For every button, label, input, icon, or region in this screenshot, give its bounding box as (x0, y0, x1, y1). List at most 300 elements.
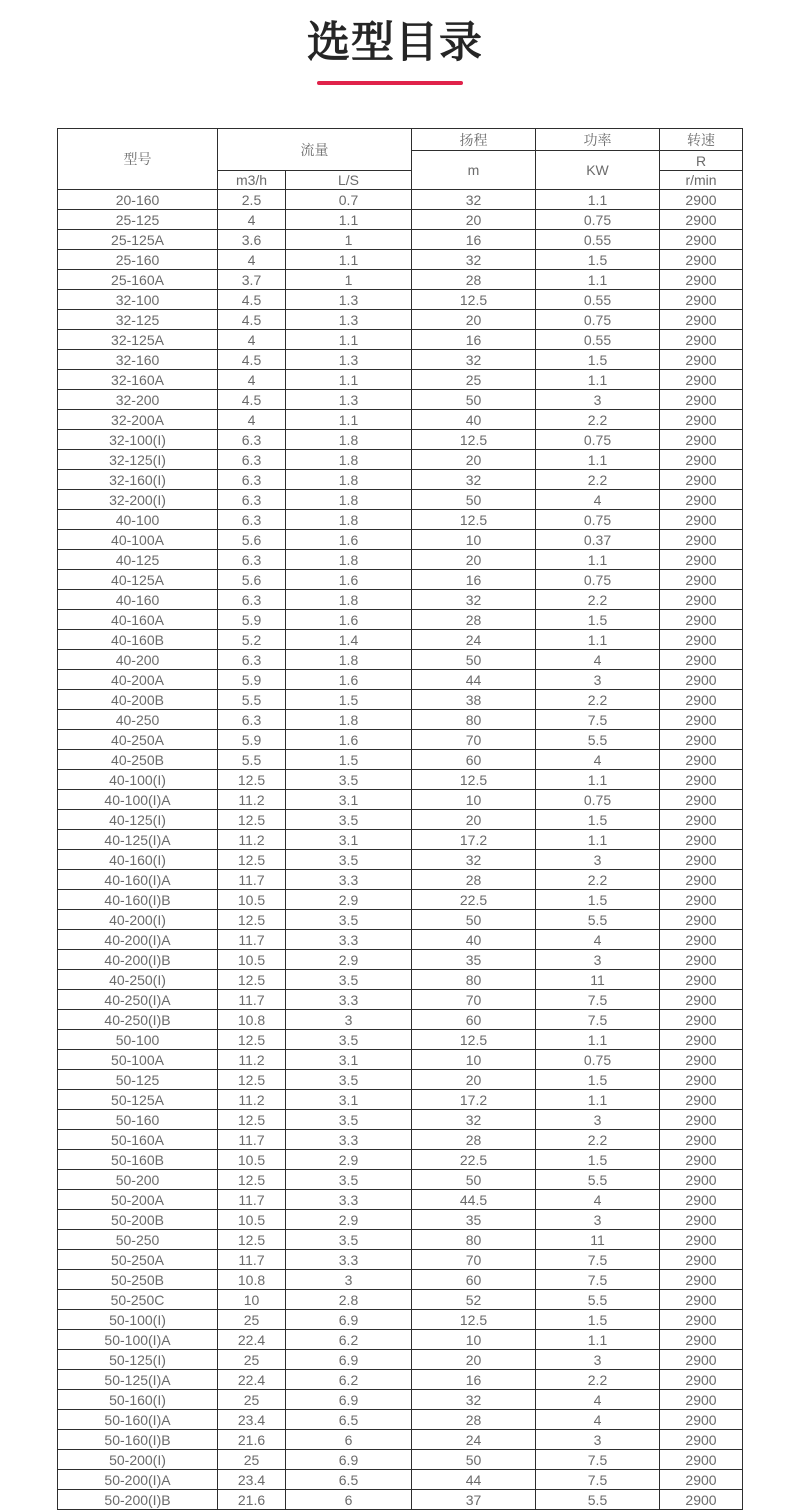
cell-flow-m3h: 12.5 (218, 1230, 286, 1250)
cell-model: 25-160 (58, 250, 218, 270)
header-speed: 转速 (660, 129, 743, 151)
table-row (58, 370, 743, 390)
cell-power-kw: 4 (536, 930, 660, 950)
cell-power-kw: 5.5 (536, 730, 660, 750)
cell-model: 40-250(I) (58, 970, 218, 990)
table-row (58, 1370, 743, 1390)
cell-power-kw: 3 (536, 390, 660, 410)
header-head-unit: m (412, 151, 536, 190)
cell-flow-ls: 3.5 (286, 910, 412, 930)
table-row (58, 1110, 743, 1130)
cell-flow-m3h: 5.6 (218, 570, 286, 590)
cell-flow-ls: 1.1 (286, 330, 412, 350)
cell-head-m: 70 (412, 1250, 536, 1270)
cell-model: 50-160(I) (58, 1390, 218, 1410)
cell-power-kw: 2.2 (536, 410, 660, 430)
table-row (58, 850, 743, 870)
table-row (58, 190, 743, 210)
cell-head-m: 50 (412, 650, 536, 670)
cell-model: 20-160 (58, 190, 218, 210)
cell-flow-m3h: 25 (218, 1450, 286, 1470)
cell-power-kw: 7.5 (536, 1010, 660, 1030)
cell-head-m: 80 (412, 710, 536, 730)
cell-speed-rmin: 2900 (660, 670, 743, 690)
table-row (58, 310, 743, 330)
cell-power-kw: 1.1 (536, 770, 660, 790)
cell-speed-rmin: 2900 (660, 1390, 743, 1410)
cell-model: 50-250A (58, 1250, 218, 1270)
cell-head-m: 10 (412, 1050, 536, 1070)
cell-speed-rmin: 2900 (660, 1410, 743, 1430)
table-row (58, 230, 743, 250)
cell-flow-m3h: 11.2 (218, 790, 286, 810)
table-row (58, 430, 743, 450)
cell-flow-ls: 2.8 (286, 1290, 412, 1310)
cell-speed-rmin: 2900 (660, 1010, 743, 1030)
table-row (58, 610, 743, 630)
cell-flow-m3h: 10.5 (218, 1150, 286, 1170)
cell-power-kw: 4 (536, 1410, 660, 1430)
cell-flow-m3h: 5.2 (218, 630, 286, 650)
cell-model: 50-160B (58, 1150, 218, 1170)
table-row (58, 1150, 743, 1170)
cell-head-m: 70 (412, 990, 536, 1010)
cell-speed-rmin: 2900 (660, 690, 743, 710)
cell-flow-ls: 1.1 (286, 210, 412, 230)
cell-speed-rmin: 2900 (660, 1250, 743, 1270)
cell-flow-ls: 1.6 (286, 730, 412, 750)
cell-speed-rmin: 2900 (660, 570, 743, 590)
cell-model: 40-160(I) (58, 850, 218, 870)
cell-flow-ls: 1.5 (286, 750, 412, 770)
cell-power-kw: 3 (536, 1110, 660, 1130)
cell-model: 40-160A (58, 610, 218, 630)
cell-flow-ls: 1.4 (286, 630, 412, 650)
cell-model: 40-160(I)A (58, 870, 218, 890)
cell-flow-ls: 1.8 (286, 550, 412, 570)
cell-flow-m3h: 3.6 (218, 230, 286, 250)
cell-flow-m3h: 11.2 (218, 1090, 286, 1110)
cell-flow-m3h: 12.5 (218, 1110, 286, 1130)
cell-flow-ls: 1.8 (286, 590, 412, 610)
cell-flow-ls: 6.5 (286, 1410, 412, 1430)
cell-head-m: 50 (412, 1170, 536, 1190)
cell-flow-ls: 6 (286, 1430, 412, 1450)
cell-head-m: 17.2 (412, 830, 536, 850)
cell-speed-rmin: 2900 (660, 1330, 743, 1350)
cell-speed-rmin: 2900 (660, 310, 743, 330)
cell-power-kw: 4 (536, 650, 660, 670)
cell-flow-m3h: 4 (218, 370, 286, 390)
cell-power-kw: 2.2 (536, 590, 660, 610)
cell-head-m: 50 (412, 490, 536, 510)
cell-flow-m3h: 6.3 (218, 470, 286, 490)
cell-flow-m3h: 22.4 (218, 1330, 286, 1350)
cell-head-m: 20 (412, 310, 536, 330)
cell-speed-rmin: 2900 (660, 1270, 743, 1290)
cell-flow-ls: 1.6 (286, 530, 412, 550)
cell-flow-ls: 3.5 (286, 850, 412, 870)
cell-head-m: 22.5 (412, 890, 536, 910)
cell-flow-ls: 6.9 (286, 1310, 412, 1330)
cell-speed-rmin: 2900 (660, 930, 743, 950)
cell-flow-ls: 6.5 (286, 1470, 412, 1490)
cell-speed-rmin: 2900 (660, 210, 743, 230)
cell-power-kw: 1.1 (536, 550, 660, 570)
cell-flow-m3h: 6.3 (218, 710, 286, 730)
cell-flow-ls: 3.3 (286, 870, 412, 890)
cell-flow-m3h: 10.5 (218, 950, 286, 970)
cell-flow-m3h: 4.5 (218, 390, 286, 410)
cell-flow-ls: 6 (286, 1490, 412, 1510)
table-row (58, 590, 743, 610)
cell-speed-rmin: 2900 (660, 1370, 743, 1390)
cell-flow-m3h: 12.5 (218, 910, 286, 930)
cell-power-kw: 1.5 (536, 250, 660, 270)
table-row (58, 470, 743, 490)
cell-model: 32-160(I) (58, 470, 218, 490)
cell-model: 50-100 (58, 1030, 218, 1050)
cell-power-kw: 1.5 (536, 1310, 660, 1330)
cell-speed-rmin: 2900 (660, 1110, 743, 1130)
cell-flow-m3h: 4 (218, 410, 286, 430)
cell-model: 40-160B (58, 630, 218, 650)
cell-flow-m3h: 11.7 (218, 1190, 286, 1210)
cell-model: 50-125(I) (58, 1350, 218, 1370)
cell-speed-rmin: 2900 (660, 1070, 743, 1090)
table-row (58, 1130, 743, 1150)
table-row (58, 650, 743, 670)
cell-head-m: 12.5 (412, 770, 536, 790)
cell-flow-ls: 3 (286, 1010, 412, 1030)
cell-flow-ls: 1.3 (286, 290, 412, 310)
cell-flow-m3h: 23.4 (218, 1410, 286, 1430)
cell-model: 50-200B (58, 1210, 218, 1230)
cell-model: 25-125A (58, 230, 218, 250)
cell-power-kw: 2.2 (536, 870, 660, 890)
cell-power-kw: 11 (536, 1230, 660, 1250)
cell-model: 50-160A (58, 1130, 218, 1150)
cell-flow-ls: 1.8 (286, 430, 412, 450)
table-row (58, 330, 743, 350)
cell-flow-ls: 6.9 (286, 1450, 412, 1470)
table-row (58, 570, 743, 590)
cell-flow-m3h: 10.5 (218, 890, 286, 910)
cell-speed-rmin: 2900 (660, 430, 743, 450)
page-title: 选型目录 (307, 19, 483, 67)
cell-head-m: 32 (412, 250, 536, 270)
cell-model: 50-250C (58, 1290, 218, 1310)
cell-flow-m3h: 12.5 (218, 1030, 286, 1050)
cell-model: 40-250(I)B (58, 1010, 218, 1030)
table-row (58, 690, 743, 710)
cell-flow-m3h: 2.5 (218, 190, 286, 210)
cell-flow-m3h: 6.3 (218, 550, 286, 570)
cell-power-kw: 5.5 (536, 1290, 660, 1310)
cell-flow-ls: 1.1 (286, 370, 412, 390)
cell-flow-m3h: 10 (218, 1290, 286, 1310)
table-row (58, 1030, 743, 1050)
cell-head-m: 44 (412, 1470, 536, 1490)
table-row (58, 1010, 743, 1030)
cell-speed-rmin: 2900 (660, 510, 743, 530)
header-flow: 流量 (218, 129, 412, 171)
cell-speed-rmin: 2900 (660, 1050, 743, 1070)
cell-speed-rmin: 2900 (660, 190, 743, 210)
cell-head-m: 32 (412, 350, 536, 370)
cell-power-kw: 0.37 (536, 530, 660, 550)
cell-flow-m3h: 5.9 (218, 670, 286, 690)
cell-flow-ls: 1.5 (286, 690, 412, 710)
cell-flow-m3h: 5.5 (218, 750, 286, 770)
cell-model: 40-125A (58, 570, 218, 590)
cell-power-kw: 7.5 (536, 710, 660, 730)
cell-model: 32-125A (58, 330, 218, 350)
table-row (58, 1190, 743, 1210)
cell-head-m: 40 (412, 930, 536, 950)
cell-flow-m3h: 3.7 (218, 270, 286, 290)
cell-model: 40-200A (58, 670, 218, 690)
cell-head-m: 32 (412, 190, 536, 210)
cell-flow-ls: 6.2 (286, 1370, 412, 1390)
cell-model: 50-100(I)A (58, 1330, 218, 1350)
cell-power-kw: 3 (536, 1350, 660, 1370)
header-power-unit: KW (536, 151, 660, 190)
cell-power-kw: 3 (536, 670, 660, 690)
cell-flow-ls: 1.8 (286, 650, 412, 670)
cell-model: 25-160A (58, 270, 218, 290)
cell-model: 50-200(I) (58, 1450, 218, 1470)
table-row (58, 1310, 743, 1330)
cell-power-kw: 2.2 (536, 470, 660, 490)
cell-head-m: 80 (412, 970, 536, 990)
title-underline (317, 81, 463, 85)
cell-power-kw: 7.5 (536, 1270, 660, 1290)
cell-model: 50-160(I)A (58, 1410, 218, 1430)
cell-head-m: 24 (412, 1430, 536, 1450)
cell-power-kw: 1.1 (536, 1330, 660, 1350)
cell-speed-rmin: 2900 (660, 790, 743, 810)
table-row (58, 1350, 743, 1370)
cell-flow-m3h: 4.5 (218, 290, 286, 310)
cell-head-m: 10 (412, 790, 536, 810)
cell-speed-rmin: 2900 (660, 1230, 743, 1250)
cell-head-m: 32 (412, 590, 536, 610)
cell-flow-m3h: 4.5 (218, 350, 286, 370)
cell-speed-rmin: 2900 (660, 990, 743, 1010)
table-row (58, 390, 743, 410)
cell-model: 40-100(I) (58, 770, 218, 790)
cell-head-m: 16 (412, 570, 536, 590)
cell-head-m: 60 (412, 750, 536, 770)
cell-power-kw: 4 (536, 750, 660, 770)
cell-speed-rmin: 2900 (660, 1150, 743, 1170)
table-row (58, 270, 743, 290)
cell-head-m: 52 (412, 1290, 536, 1310)
cell-flow-m3h: 25 (218, 1350, 286, 1370)
cell-model: 40-100A (58, 530, 218, 550)
cell-flow-ls: 3.1 (286, 1090, 412, 1110)
cell-speed-rmin: 2900 (660, 610, 743, 630)
cell-speed-rmin: 2900 (660, 330, 743, 350)
cell-flow-ls: 6.9 (286, 1350, 412, 1370)
cell-model: 40-100(I)A (58, 790, 218, 810)
cell-head-m: 12.5 (412, 1030, 536, 1050)
cell-speed-rmin: 2900 (660, 1310, 743, 1330)
cell-power-kw: 1.5 (536, 1070, 660, 1090)
cell-power-kw: 3 (536, 950, 660, 970)
cell-model: 40-200B (58, 690, 218, 710)
header-speed-unit-r: R (660, 151, 743, 171)
cell-head-m: 50 (412, 1450, 536, 1470)
table-row (58, 1470, 743, 1490)
table-row (58, 1490, 743, 1510)
cell-flow-ls: 6.9 (286, 1390, 412, 1410)
cell-head-m: 60 (412, 1010, 536, 1030)
cell-flow-ls: 3.5 (286, 1030, 412, 1050)
table-row (58, 1430, 743, 1450)
table-row (58, 1410, 743, 1430)
cell-flow-ls: 2.9 (286, 950, 412, 970)
table-row (58, 410, 743, 430)
table-row (58, 950, 743, 970)
header-model: 型号 (58, 129, 218, 190)
table-row (58, 630, 743, 650)
cell-speed-rmin: 2900 (660, 810, 743, 830)
cell-flow-ls: 3.3 (286, 1190, 412, 1210)
table-row (58, 710, 743, 730)
cell-flow-m3h: 6.3 (218, 490, 286, 510)
cell-power-kw: 0.55 (536, 230, 660, 250)
cell-model: 40-250A (58, 730, 218, 750)
cell-head-m: 16 (412, 330, 536, 350)
cell-flow-ls: 3.3 (286, 1130, 412, 1150)
cell-model: 50-250B (58, 1270, 218, 1290)
cell-flow-m3h: 6.3 (218, 450, 286, 470)
cell-power-kw: 2.2 (536, 1370, 660, 1390)
cell-head-m: 44 (412, 670, 536, 690)
cell-speed-rmin: 2900 (660, 410, 743, 430)
table-row (58, 910, 743, 930)
cell-flow-ls: 1.8 (286, 490, 412, 510)
cell-speed-rmin: 2900 (660, 350, 743, 370)
table-row (58, 1450, 743, 1470)
cell-model: 40-160 (58, 590, 218, 610)
table-row (58, 790, 743, 810)
cell-power-kw: 0.55 (536, 330, 660, 350)
cell-flow-ls: 1.6 (286, 570, 412, 590)
cell-flow-m3h: 5.9 (218, 610, 286, 630)
cell-speed-rmin: 2900 (660, 770, 743, 790)
cell-flow-ls: 1.6 (286, 610, 412, 630)
cell-speed-rmin: 2900 (660, 730, 743, 750)
table-row (58, 890, 743, 910)
cell-flow-ls: 3.1 (286, 830, 412, 850)
cell-speed-rmin: 2900 (660, 750, 743, 770)
cell-speed-rmin: 2900 (660, 390, 743, 410)
cell-flow-m3h: 25 (218, 1310, 286, 1330)
cell-head-m: 24 (412, 630, 536, 650)
cell-power-kw: 3 (536, 850, 660, 870)
cell-flow-ls: 1.8 (286, 710, 412, 730)
cell-head-m: 44.5 (412, 1190, 536, 1210)
cell-speed-rmin: 2900 (660, 1090, 743, 1110)
cell-flow-m3h: 10.8 (218, 1010, 286, 1030)
cell-head-m: 12.5 (412, 1310, 536, 1330)
cell-flow-m3h: 10.5 (218, 1210, 286, 1230)
cell-power-kw: 4 (536, 1190, 660, 1210)
cell-flow-ls: 3.3 (286, 930, 412, 950)
cell-speed-rmin: 2900 (660, 270, 743, 290)
cell-head-m: 12.5 (412, 290, 536, 310)
cell-flow-ls: 1.1 (286, 250, 412, 270)
cell-power-kw: 1.5 (536, 810, 660, 830)
cell-power-kw: 0.75 (536, 210, 660, 230)
cell-power-kw: 7.5 (536, 1470, 660, 1490)
cell-flow-m3h: 11.7 (218, 870, 286, 890)
cell-flow-ls: 3.5 (286, 810, 412, 830)
cell-power-kw: 1.1 (536, 450, 660, 470)
cell-flow-ls: 1.8 (286, 470, 412, 490)
header-speed-unit-rmin: r/min (660, 171, 743, 190)
cell-speed-rmin: 2900 (660, 1290, 743, 1310)
cell-flow-ls: 3.1 (286, 1050, 412, 1070)
cell-flow-ls: 3.5 (286, 1230, 412, 1250)
cell-model: 32-160A (58, 370, 218, 390)
table-row (58, 250, 743, 270)
header-flow-m3h: m3/h (218, 171, 286, 190)
table-row (58, 1230, 743, 1250)
cell-head-m: 12.5 (412, 430, 536, 450)
cell-head-m: 16 (412, 1370, 536, 1390)
cell-model: 40-200(I) (58, 910, 218, 930)
cell-model: 25-125 (58, 210, 218, 230)
table-row (58, 1050, 743, 1070)
cell-model: 50-160(I)B (58, 1430, 218, 1450)
cell-speed-rmin: 2900 (660, 710, 743, 730)
cell-flow-m3h: 12.5 (218, 1170, 286, 1190)
table-body (58, 190, 743, 1510)
cell-speed-rmin: 2900 (660, 450, 743, 470)
cell-power-kw: 1.5 (536, 1150, 660, 1170)
cell-head-m: 25 (412, 370, 536, 390)
cell-head-m: 10 (412, 530, 536, 550)
cell-flow-m3h: 6.3 (218, 430, 286, 450)
cell-model: 40-125(I)A (58, 830, 218, 850)
cell-flow-m3h: 23.4 (218, 1470, 286, 1490)
header-row-1 (58, 129, 743, 151)
table-header (58, 129, 743, 190)
cell-head-m: 38 (412, 690, 536, 710)
cell-model: 40-250(I)A (58, 990, 218, 1010)
cell-flow-m3h: 12.5 (218, 850, 286, 870)
cell-head-m: 50 (412, 910, 536, 930)
cell-power-kw: 1.1 (536, 270, 660, 290)
cell-flow-ls: 1.3 (286, 390, 412, 410)
cell-power-kw: 2.2 (536, 1130, 660, 1150)
cell-power-kw: 0.75 (536, 790, 660, 810)
cell-power-kw: 1.1 (536, 370, 660, 390)
table-row (58, 1270, 743, 1290)
cell-model: 40-100 (58, 510, 218, 530)
cell-model: 40-250 (58, 710, 218, 730)
cell-power-kw: 1.5 (536, 890, 660, 910)
table-row (58, 670, 743, 690)
cell-speed-rmin: 2900 (660, 1430, 743, 1450)
cell-flow-m3h: 11.7 (218, 930, 286, 950)
cell-model: 40-200(I)A (58, 930, 218, 950)
cell-speed-rmin: 2900 (660, 950, 743, 970)
